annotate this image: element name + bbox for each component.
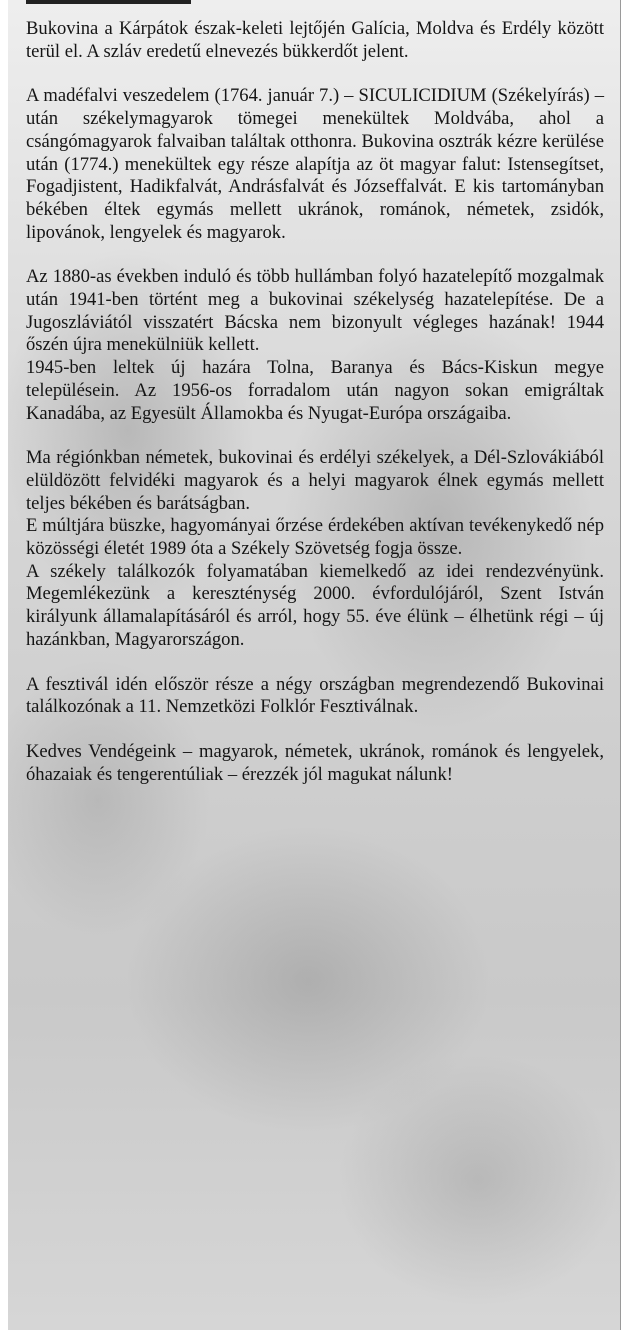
top-edge-bar — [26, 0, 191, 4]
paragraph-new-home: 1945-ben leltek új hazára Tolna, Baranya és Bács-Kiskun megye településein. Az 1956-os forradalom után nagyon sokan emigráltak Kanadába, az Egyesült Államokba és Nyugat-Európa országaiba. — [26, 357, 604, 424]
paragraph-resettlement: Az 1880-as években induló és több hullámban folyó hazatelepítő mozgalmak után 1941-ben történt meg a bukovinai székelység hazatelepítése. De a Jugoszláviától visszatért Bácska nem bizonyult végleges hazának! 1944 őszén újra menekülniük kellett. — [26, 266, 604, 356]
paragraph-bukovina-intro: Bukovina a Kárpátok észak-keleti lejtőjén Galícia, Moldva és Erdély között terül el. A szláv eredetű elnevezés bükkerdőt jelent. — [26, 18, 604, 62]
document-page — [8, 0, 621, 1330]
paragraph-madefalva: A madéfalvi veszedelem (1764. január 7.) – SICULICIDIUM (Székelyírás) – után székelymagyarok tömegei menekültek Moldvába, ahol a csángómagyarok falvaiban találtak otthonra. Bukovina osztrák kézre kerülése után (1774.) menekültek egy része alapítja az öt magyar falut: Istensegítset, Fogadjistent, Hadikfalvát, Andrásfalvát és Józseffalvát. E kis tartományban békében éltek egymás mellett ukránok, románok, németek, zsidók, lipovánok, lengyelek és magyarok. — [26, 85, 604, 243]
paragraph-welcome: Kedves Vendégeink – magyarok, németek, ukránok, románok és lengyelek, óhazaiak és tengerentúliak – érezzék jól magukat nálunk! — [26, 740, 604, 785]
document-body — [26, 18, 604, 786]
paragraph-festival: A fesztivál idén először része a négy országban megrendezendő Bukovinai találkozónak a 11. Nemzetközi Folklór Fesztiválnak. — [26, 673, 604, 718]
paragraph-region-today: Ma régiónkban németek, bukovinai és erdélyi székelyek, a Dél-Szlovákiából elüldözött felvidéki magyarok és a helyi magyarok élnek egymás mellett teljes békében és barátságban. — [26, 447, 604, 514]
paragraph-meetings: A székely találkozók folyamatában kiemelkedő az idei rendezvényünk. Megemlékezünk a kereszténység 2000. évfordulójáról, Szent István királyunk államalapításáról és arról, hogy 55. éve élünk – élhetünk régi – új hazánkban, Magyarországon. — [26, 560, 604, 650]
paragraph-szekely-alliance: E múltjára büszke, hagyományai őrzése érdekében aktívan tevékenykedő nép közösségi életét 1989 óta a Székely Szövetség fogja össze. — [26, 515, 604, 560]
